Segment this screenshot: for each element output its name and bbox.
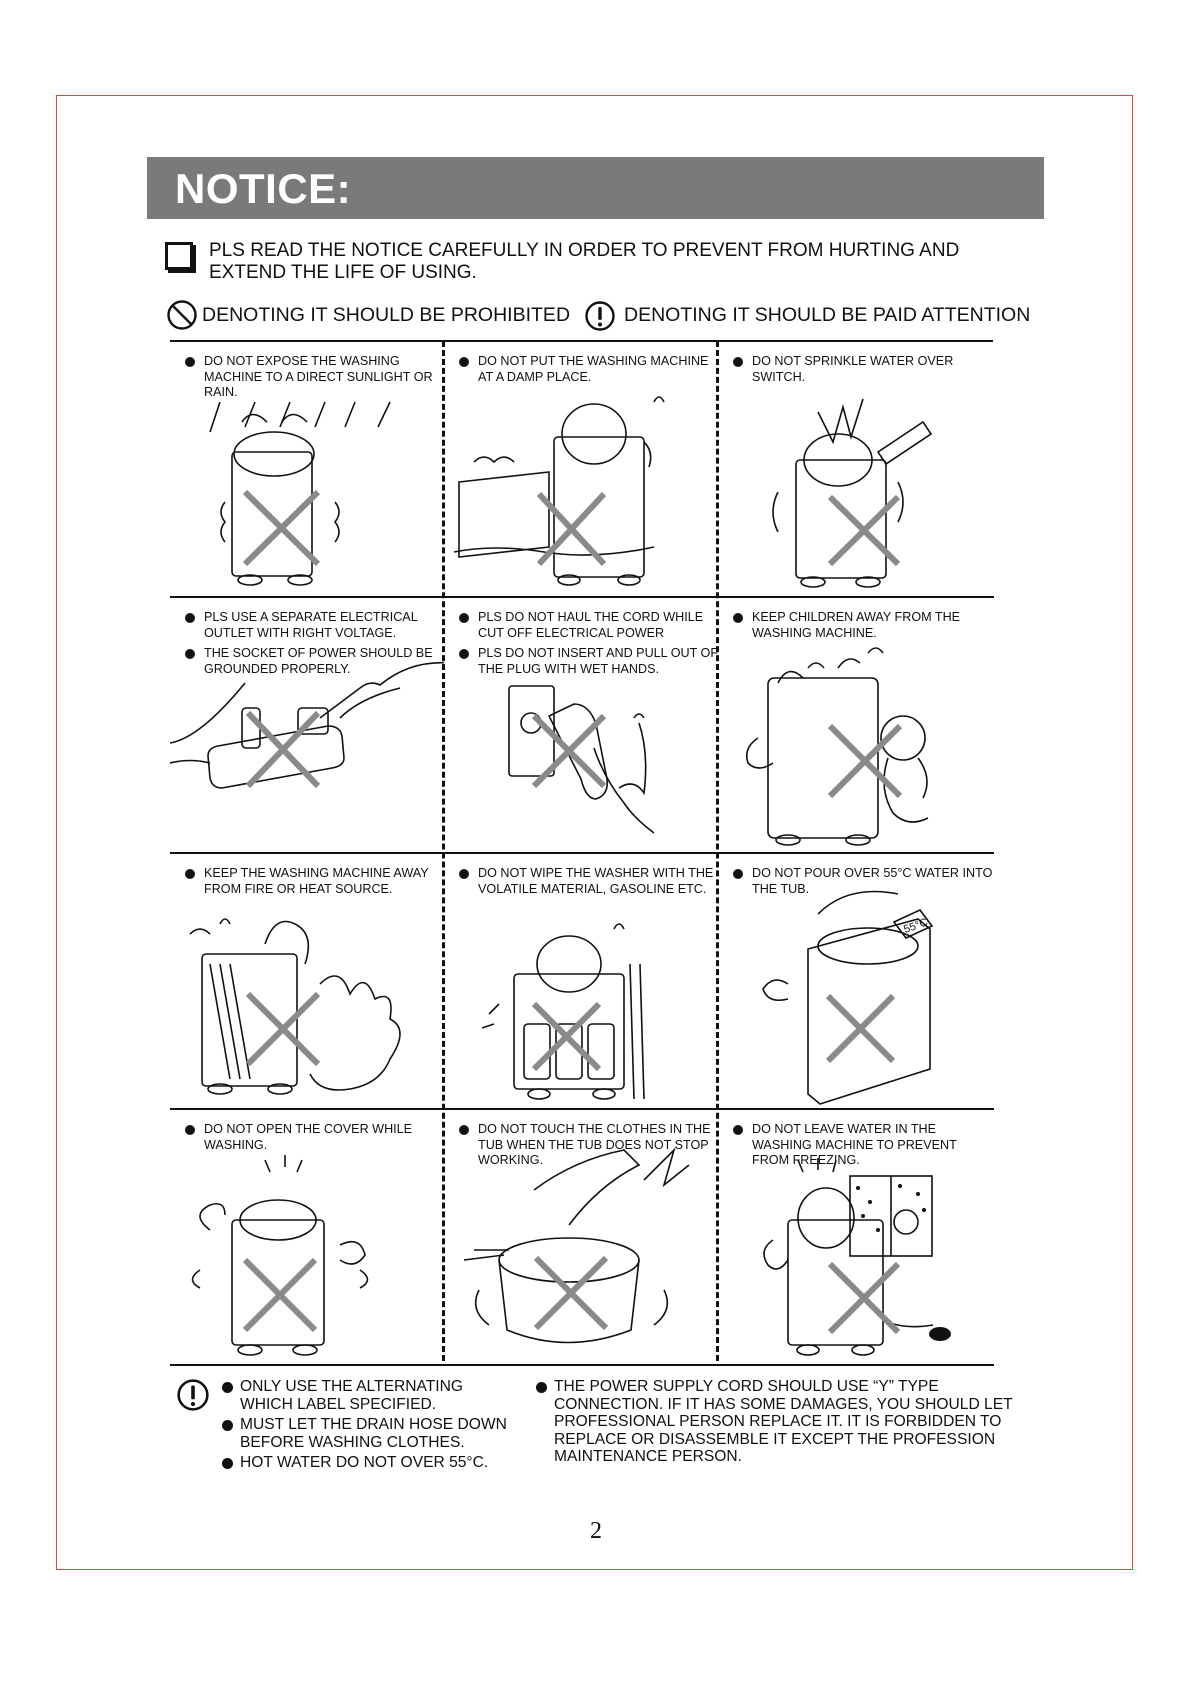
bullet-text: DO NOT TOUCH THE CLOTHES IN THE TUB WHEN THE TUB DOES NOT STOP WORKING. [458, 1122, 720, 1169]
checkbox-square-icon [165, 242, 193, 270]
notice-cell [718, 854, 992, 1109]
page-number: 2 [590, 1518, 602, 1544]
cell-text [184, 1122, 446, 1158]
notice-cell [170, 598, 444, 853]
notice-cell [718, 1110, 992, 1365]
notice-cell [444, 598, 718, 853]
prohibited-icon [166, 299, 198, 331]
cell-text [458, 610, 720, 682]
cell-text [458, 1122, 720, 1174]
notice-cell [444, 1110, 718, 1365]
bullet-text: DO NOT POUR OVER 55°C WATER INTO THE TUB. [732, 866, 994, 897]
footer-note: ONLY USE THE ALTERNATING WHICH LABEL SPECIFIED. [222, 1378, 512, 1413]
attention-icon [584, 300, 616, 332]
footer-note: MUST LET THE DRAIN HOSE DOWN BEFORE WASHING CLOTHES. [222, 1416, 512, 1451]
bullet-text: DO NOT EXPOSE THE WASHING MACHINE TO A DIRECT SUNLIGHT OR RAIN. [184, 354, 446, 401]
bullet-text: DO NOT WIPE THE WASHER WITH THE VOLATILE MATERIAL, GASOLINE ETC. [458, 866, 720, 897]
footer-note: THE POWER SUPPLY CORD SHOULD USE “Y” TYPE CONNECTION. IF IT HAS SOME DAMAGES, YOU SHOULD LET PROFESSIONAL PERSON REPLACE IT. IT IS FORBIDDEN TO REPLACE OR DISASSEMBLE IT EXCEPT THE PROFESSION MAINTENANCE PERSON. [536, 1378, 1036, 1466]
cell-text [732, 610, 994, 646]
bullet-text: PLS DO NOT INSERT AND PULL OUT OF THE PLUG WITH WET HANDS. [458, 646, 720, 677]
cell-text [184, 866, 446, 902]
footer-right-notes [536, 1378, 1036, 1469]
footer-left-notes [222, 1378, 512, 1475]
notice-cell [170, 854, 444, 1109]
notice-cell [170, 342, 444, 597]
bullet-text: KEEP CHILDREN AWAY FROM THE WASHING MACHINE. [732, 610, 994, 641]
notice-cell [444, 854, 718, 1109]
cell-text [732, 866, 994, 902]
attention-icon [176, 1378, 210, 1412]
bullet-text: PLS USE A SEPARATE ELECTRICAL OUTLET WITH RIGHT VOLTAGE. [184, 610, 446, 641]
notice-cell [444, 342, 718, 597]
intro-text: PLS READ THE NOTICE CAREFULLY IN ORDER TO PREVENT FROM HURTING AND EXTEND THE LIFE OF USING. [209, 240, 960, 283]
bullet-text: DO NOT OPEN THE COVER WHILE WASHING. [184, 1122, 446, 1153]
legend [166, 299, 1046, 333]
bullet-text: PLS DO NOT HAUL THE CORD WHILE CUT OFF ELECTRICAL POWER [458, 610, 720, 641]
bullet-text: KEEP THE WASHING MACHINE AWAY FROM FIRE OR HEAT SOURCE. [184, 866, 446, 897]
cell-text [184, 610, 446, 682]
bullet-text: THE SOCKET OF POWER SHOULD BE GROUNDED PROPERLY. [184, 646, 446, 677]
footer-notes [170, 1372, 1040, 1482]
cell-text [732, 1122, 994, 1174]
cell-text [458, 354, 720, 390]
legend-prohibited-text: DENOTING IT SHOULD BE PROHIBITED [202, 304, 571, 326]
notice-cell [170, 1110, 444, 1365]
notice-cell [718, 342, 992, 597]
legend-attention-text: DENOTING IT SHOULD BE PAID ATTENTION [624, 304, 1031, 326]
bullet-text: DO NOT PUT THE WASHING MACHINE AT A DAMP PLACE. [458, 354, 720, 385]
cell-text [458, 866, 720, 902]
footer-note: HOT WATER DO NOT OVER 55°C. [222, 1454, 512, 1472]
bullet-text: DO NOT LEAVE WATER IN THE WASHING MACHINE TO PREVENT FROM FREEZING. [732, 1122, 994, 1169]
notice-banner [147, 157, 1044, 219]
notice-cell [718, 598, 992, 853]
cell-text [732, 354, 994, 390]
temperature-tag-icon: 55°C [902, 916, 930, 937]
cell-text [184, 354, 446, 406]
bullet-text: DO NOT SPRINKLE WATER OVER SWITCH. [732, 354, 994, 385]
page-title: NOTICE: [175, 165, 352, 212]
